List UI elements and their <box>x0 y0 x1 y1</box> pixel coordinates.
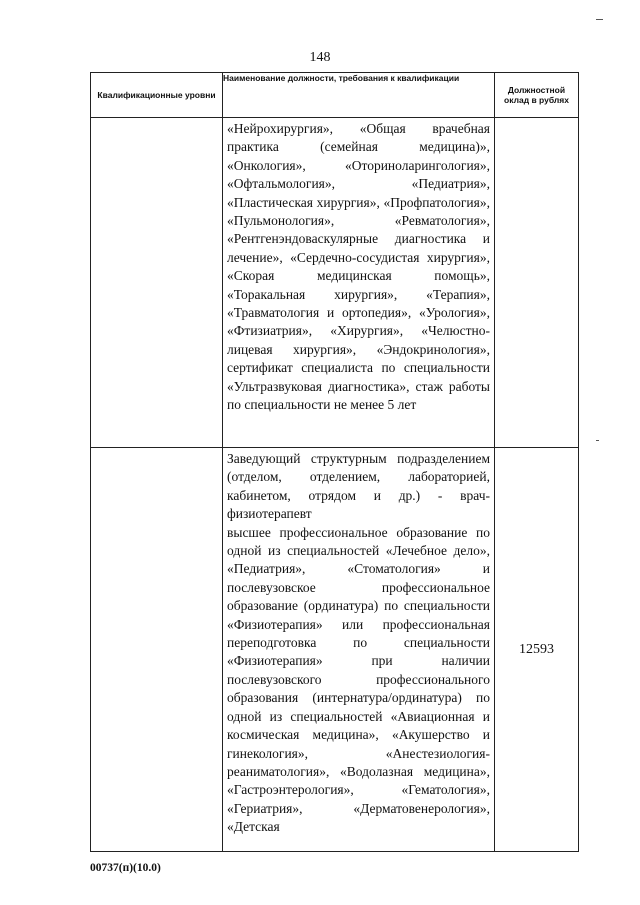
document-code: 00737(п)(10.0) <box>90 862 161 874</box>
qualification-salary-table <box>90 72 579 852</box>
scan-mark-top-right <box>596 19 603 20</box>
requirements-text: высшее профессиональное образование по одной из специальностей «Лечебное дело», «Педиатрия», «Стоматология» и послевузовское профессиональное образование (ординатура) по специальности «Физиотерапия» или профессиональная переподготовка по специальности «Физиотерапия» при наличии послевузовского профессионального образования (интернатура/ординатура) по одной из специальностей «Авиационная и космическая медицина», «Акушерство и гинекология», «Анестезиология-реаниматология», «Водолазная медицина», «Гастроэнтерология», «Гематология», «Гериатрия», «Дерматовенерология», «Детская <box>227 524 490 835</box>
cell-qualification-level <box>91 118 223 448</box>
page-number: 148 <box>309 50 331 65</box>
position-title-text: Заведующий структурным подразделением (отделом, отделением, лабораторией, кабинетом, отрядом и др.) - врач-физиотерапевт <box>227 451 490 522</box>
cell-description <box>223 448 495 852</box>
header-qualification-levels: Квалификационные уровни <box>91 73 223 118</box>
table-header-row <box>91 73 579 118</box>
cell-salary: 12593 <box>495 448 579 852</box>
scan-mark-right-margin <box>596 440 599 441</box>
table-row <box>91 448 579 852</box>
requirements-text: «Нейрохирургия», «Общая врачебная практика (семейная медицина)», «Онкология», «Оториноларингология», «Офтальмология», «Педиатрия», «Пластическая хирургия», «Профпатология», «Пульмонология», «Ревматология», «Рентгенэндоваскулярные диагностика и лечение», «Сердечно-сосудистая хирургия», «Скорая медицинская помощь», «Торакальная хирургия», «Терапия», «Травматология и ортопедия», «Урология», «Фтизиатрия», «Хирургия», «Челюстно-лицевая хирургия», «Эндокринология», сертификат специалиста по специальности «Ультразвуковая диагностика», стаж работы по специальности не менее 5 лет <box>227 121 490 413</box>
header-official-salary: Должностной оклад в рублях <box>495 73 579 118</box>
header-position-requirements: Наименование должности, требования к квалификации <box>223 73 495 118</box>
cell-description <box>223 118 495 448</box>
cell-salary <box>495 118 579 448</box>
table-row <box>91 118 579 448</box>
cell-qualification-level <box>91 448 223 852</box>
